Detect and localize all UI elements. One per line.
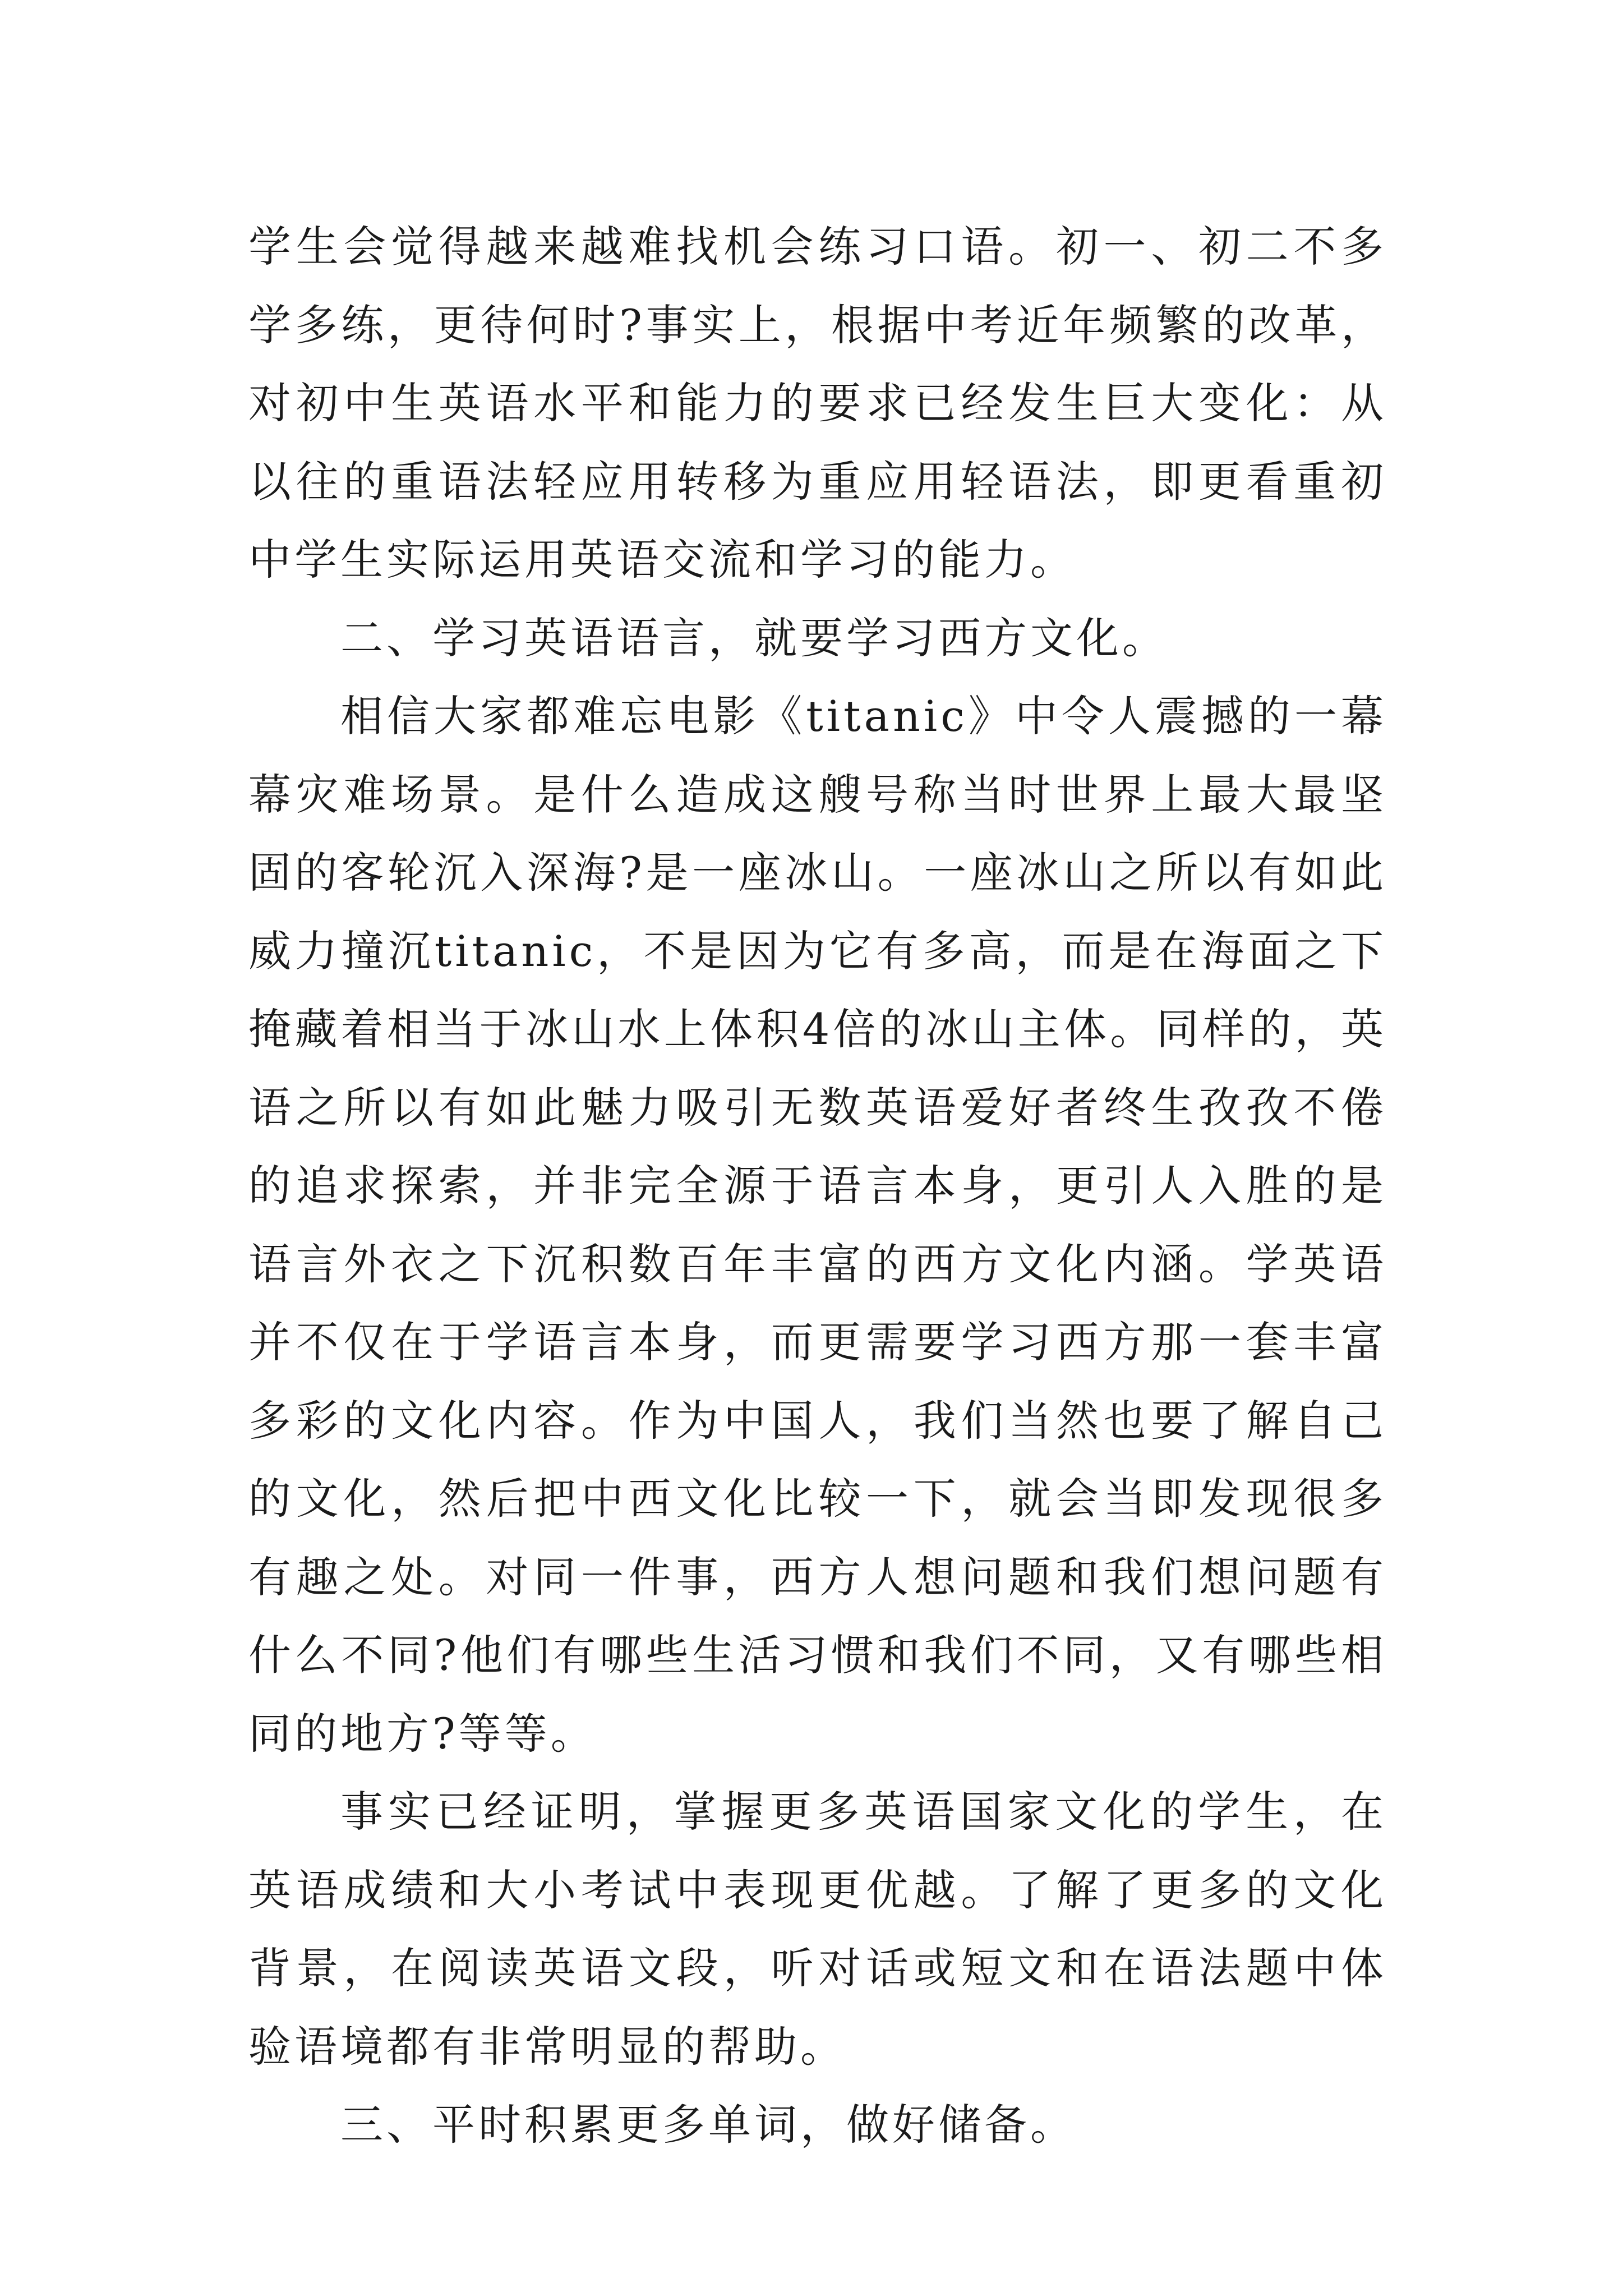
paragraph-titanic: 相信大家都难忘电影《titanic》中令人震撼的一幕幕灾难场景。是什么造成这艘号称当时世界上最大最坚固的客轮沉入深海?是一座冰山。一座冰山之所以有如此威力撞沉titanic，不是因为它有多高，而是在海面之下掩藏着相当于冰山水上体积4倍的冰山主体。同样的，英语之所以有如此魅力吸引无数英语爱好者终生孜孜不倦的追求探索，并非完全源于语言本身，更引人入胜的是语言外衣之下沉积数百年丰富的西方文化内涵。学英语并不仅在于学语言本身，而更需要学习西方那一套丰富多彩的文化内容。作为中国人，我们当然也要了解自己的文化，然后把中西文化比较一下，就会当即发现很多有趣之处。对同一件事，西方人想问题和我们想问题有什么不同?他们有哪些生活习惯和我们不同，又有哪些相同的地方?等等。 bbox=[248, 691, 1387, 1759]
section-heading-culture: 二、学习英语语言，就要学习西方文化。 bbox=[340, 613, 1168, 663]
document-body bbox=[248, 208, 1387, 2164]
paragraph-continuation: 学生会觉得越来越难找机会练习口语。初一、初二不多学多练，更待何时?事实上，根据中考近年频繁的改革，对初中生英语水平和能力的要求已经发生巨大变化：从以往的重语法轻应用转移为重应用轻语法，即更看重初中学生实际运用英语交流和学习的能力。 bbox=[248, 222, 1387, 585]
section-heading-vocabulary: 三、平时积累更多单词，做好储备。 bbox=[340, 2100, 1076, 2150]
paragraph-evidence: 事实已经证明，掌握更多英语国家文化的学生，在英语成绩和大小考试中表现更优越。了解了更多的文化背景，在阅读英语文段，听对话或短文和在语法题中体验语境都有非常明显的帮助。 bbox=[248, 1787, 1387, 2072]
